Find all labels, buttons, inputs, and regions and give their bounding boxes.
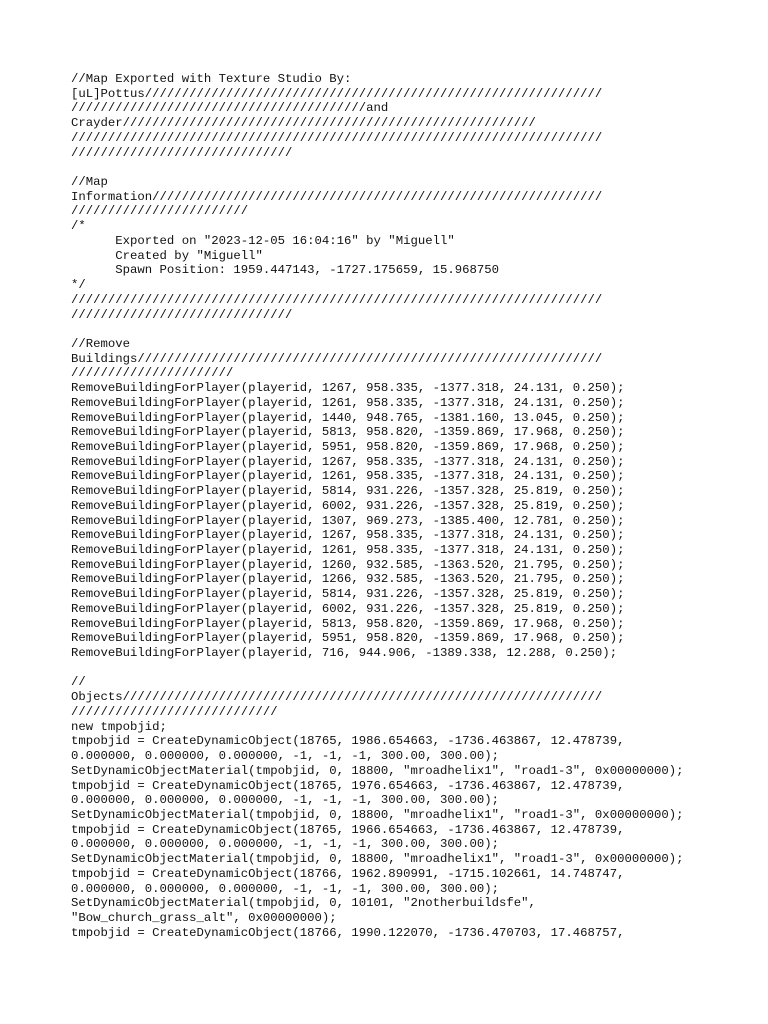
code-line: 0.000000, 0.000000, 0.000000, -1, -1, -1, 300.00, 300.00); <box>71 881 500 896</box>
code-line: RemoveBuildingForPlayer(playerid, 1261, 958.335, -1377.318, 24.131, 0.250); <box>71 543 625 557</box>
code-line: RemoveBuildingForPlayer(playerid, 1307, 969.273, -1385.400, 12.781, 0.250); <box>71 513 625 528</box>
code-line: //////////////////////////////////////////////////////////////////////// <box>71 130 603 145</box>
code-line: Exported on "2023-12-05 16:04:16" by "Miguell" <box>71 233 455 248</box>
code-line: RemoveBuildingForPlayer(playerid, 6002, 931.226, -1357.328, 25.819, 0.250); <box>71 601 625 616</box>
code-line: RemoveBuildingForPlayer(playerid, 1267, 958.335, -1377.318, 24.131, 0.250); <box>71 528 625 543</box>
code-line: //////////////////////////////////////////////////////////////////////// <box>71 292 603 307</box>
code-line: RemoveBuildingForPlayer(playerid, 5951, 958.820, -1359.869, 17.968, 0.250); <box>71 439 625 454</box>
code-line: //Remove <box>71 336 131 351</box>
code-line: "Bow_church_grass_alt", 0x00000000); <box>71 910 337 925</box>
code-line: 0.000000, 0.000000, 0.000000, -1, -1, -1, 300.00, 300.00); <box>71 837 500 852</box>
code-line: tmpobjid = CreateDynamicObject(18765, 1986.654663, -1736.463867, 12.478739, <box>71 734 625 749</box>
code-line: /* <box>71 219 86 234</box>
code-line: // <box>71 675 86 690</box>
code-line: SetDynamicObjectMaterial(tmpobjid, 0, 18800, "mroadhelix1", "road1-3", 0x00000000); <box>71 852 684 867</box>
code-line: 0.000000, 0.000000, 0.000000, -1, -1, -1, 300.00, 300.00); <box>71 749 500 764</box>
code-line: RemoveBuildingForPlayer(playerid, 5814, 931.226, -1357.328, 25.819, 0.250); <box>71 484 625 499</box>
code-line: [uL]Pottus////////////////////////////////////////////////////////////// <box>71 86 603 101</box>
code-line: RemoveBuildingForPlayer(playerid, 1260, 932.585, -1363.520, 21.795, 0.250); <box>71 557 625 572</box>
code-line <box>71 322 711 337</box>
code-line: RemoveBuildingForPlayer(playerid, 1266, 932.585, -1363.520, 21.795, 0.250); <box>71 572 625 587</box>
code-line: //Map <box>71 175 108 190</box>
code-line: tmpobjid = CreateDynamicObject(18766, 1962.890991, -1715.102661, 14.748747, <box>71 866 625 881</box>
code-line: 0.000000, 0.000000, 0.000000, -1, -1, -1, 300.00, 300.00); <box>71 793 500 808</box>
code-line: Spawn Position: 1959.447143, -1727.175659, 15.968750 <box>71 263 500 278</box>
code-line: tmpobjid = CreateDynamicObject(18766, 1990.122070, -1736.470703, 17.468757, <box>71 925 625 940</box>
code-line: Crayder//////////////////////////////////////////////////////// <box>71 116 536 131</box>
code-line: ////////////////////////////// <box>71 307 293 322</box>
document-page <box>71 72 711 940</box>
code-line: Buildings/////////////////////////////////////////////////////////////// <box>71 351 603 366</box>
code-line: RemoveBuildingForPlayer(playerid, 1261, 958.335, -1377.318, 24.131, 0.250); <box>71 395 625 410</box>
code-line <box>71 160 711 175</box>
code-line: RemoveBuildingForPlayer(playerid, 1267, 958.335, -1377.318, 24.131, 0.250); <box>71 454 625 469</box>
code-line: RemoveBuildingForPlayer(playerid, 716, 944.906, -1389.338, 12.288, 0.250); <box>71 646 618 661</box>
code-line: RemoveBuildingForPlayer(playerid, 1267, 958.335, -1377.318, 24.131, 0.250); <box>71 381 625 396</box>
code-line: Created by "Miguell" <box>71 248 263 263</box>
code-line: tmpobjid = CreateDynamicObject(18765, 1976.654663, -1736.463867, 12.478739, <box>71 778 625 793</box>
code-line: SetDynamicObjectMaterial(tmpobjid, 0, 10101, "2notherbuildsfe", <box>71 896 536 911</box>
code-line: RemoveBuildingForPlayer(playerid, 5813, 958.820, -1359.869, 17.968, 0.250); <box>71 425 625 440</box>
code-line: Information///////////////////////////////////////////////////////////// <box>71 189 603 204</box>
code-line: RemoveBuildingForPlayer(playerid, 5814, 931.226, -1357.328, 25.819, 0.250); <box>71 587 625 602</box>
code-line: ////////////////////// <box>71 366 234 381</box>
code-line: //////////////////////// <box>71 204 249 219</box>
code-line: tmpobjid = CreateDynamicObject(18765, 1966.654663, -1736.463867, 12.478739, <box>71 822 625 837</box>
code-line: RemoveBuildingForPlayer(playerid, 5951, 958.820, -1359.869, 17.968, 0.250); <box>71 631 625 646</box>
code-line: //Map Exported with Texture Studio By: <box>71 72 352 86</box>
code-line: ////////////////////////////// <box>71 145 293 160</box>
code-line: Objects///////////////////////////////////////////////////////////////// <box>71 690 603 705</box>
code-line: ////////////////////////////////////////and <box>71 101 389 116</box>
code-line <box>71 661 711 676</box>
code-line: */ <box>71 278 86 293</box>
code-line: new tmpobjid; <box>71 719 167 734</box>
code-line: RemoveBuildingForPlayer(playerid, 6002, 931.226, -1357.328, 25.819, 0.250); <box>71 498 625 513</box>
code-line: SetDynamicObjectMaterial(tmpobjid, 0, 18800, "mroadhelix1", "road1-3", 0x00000000); <box>71 807 684 822</box>
code-line: RemoveBuildingForPlayer(playerid, 5813, 958.820, -1359.869, 17.968, 0.250); <box>71 616 625 631</box>
code-line: RemoveBuildingForPlayer(playerid, 1261, 958.335, -1377.318, 24.131, 0.250); <box>71 469 625 484</box>
code-line: RemoveBuildingForPlayer(playerid, 1440, 948.765, -1381.160, 13.045, 0.250); <box>71 410 625 425</box>
code-line: //////////////////////////// <box>71 704 278 719</box>
code-line: SetDynamicObjectMaterial(tmpobjid, 0, 18800, "mroadhelix1", "road1-3", 0x00000000); <box>71 763 684 778</box>
